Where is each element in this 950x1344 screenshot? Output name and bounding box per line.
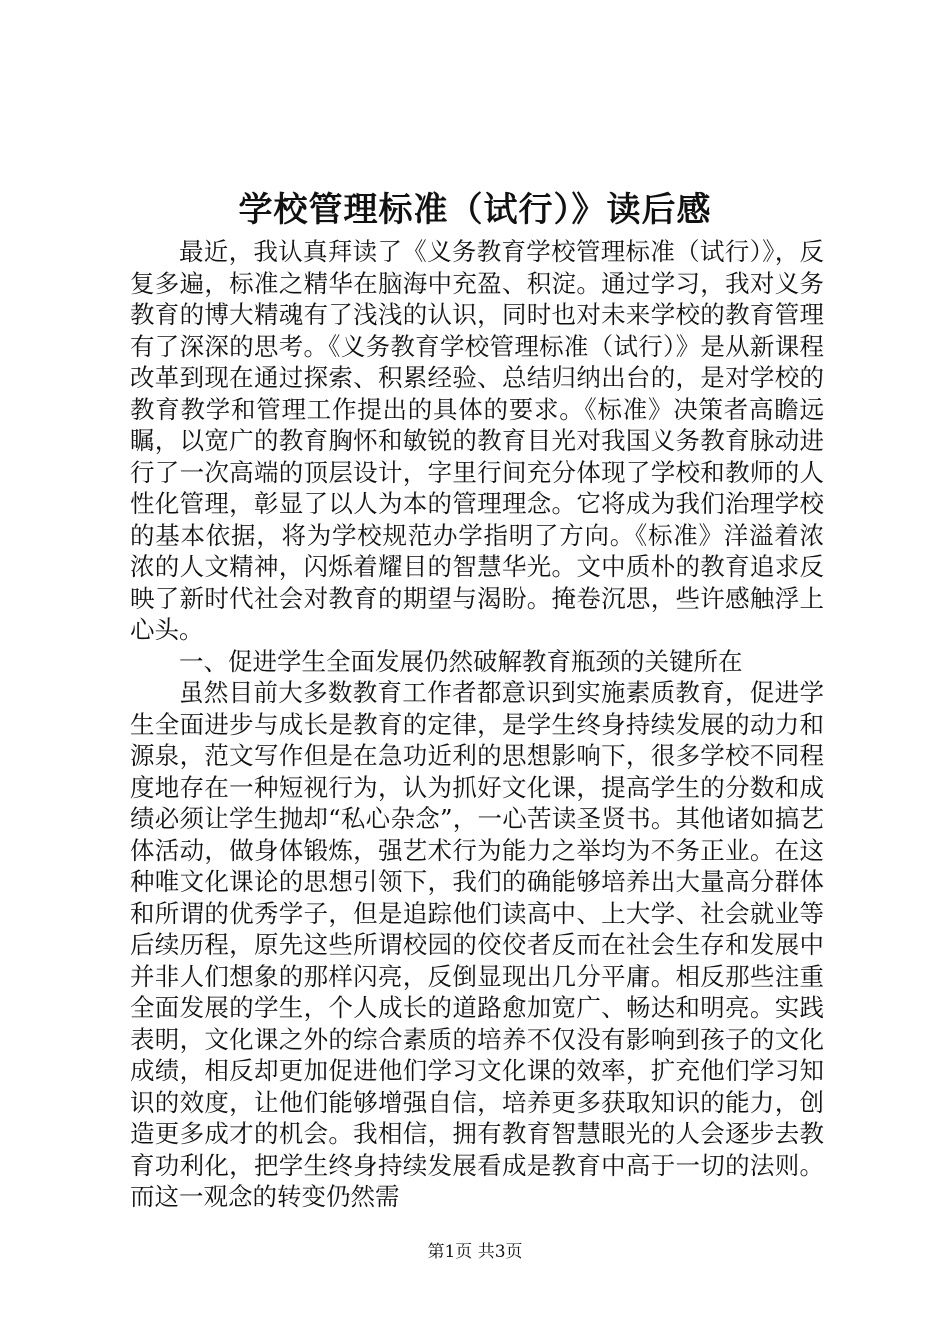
paragraph-intro: 最近，我认真拜读了《义务教育学校管理标准（试行）》，反复多遍，标准之精华在脑海中充盈、积淀。通过学习，我对义务教育的博大精魂有了浅浅的认识，同时也对未来学校的教育管理有了深深的思考。《义务教育学校管理标准（试行）》是从新课程改革到现在通过探索、积累经验、总结归纳出台的，是对学校的教育教学和管理工作提出的具体的要求。《标准》决策者高瞻远瞩，以宽广的教育胸怀和敏锐的教育目光对我国义务教育脉动进行了一次高端的顶层设计，字里行间充分体现了学校和教师的人性化管理，彰显了以人为本的管理理念。它将成为我们治理学校的基本依据，将为学校规范办学指明了方向。《标准》洋溢着浓浓的人文精神，闪烁着耀目的智慧华光。文中质朴的教育追求反映了新时代社会对教育的期望与渴盼。掩卷沉思，些许感触浮上心头。 [130, 237, 824, 644]
paragraph-section-1: 虽然目前大多数教育工作者都意识到实施素质教育，促进学生全面进步与成长是教育的定律，是学生终身持续发展的动力和源泉，范文写作但是在急功近利的思想影响下，很多学校不同程度地存在一种短视行为，认为抓好文化课，提高学生的分数和成绩必须让学生抛却“私心杂念”，一心苦读圣贤书。其他诸如搞艺体活动，做身体锻炼，强艺术行为能力之举均为不务正业。在这种唯文化课论的思想引领下，我们的确能够培养出大量高分群体和所谓的优秀学子，但是追踪他们读高中、上大学、社会就业等后续历程，原先这些所谓校园的佼佼者反而在社会生存和发展中并非人们想象的那样闪亮，反倒显现出几分平庸。相反那些注重全面发展的学生，个人成长的道路愈加宽广、畅达和明亮。实践表明，文化课之外的综合素质的培养不仅没有影响到孩子的文化成绩，相反却更加促进他们学习文化课的效率，扩充他们学习知识的效度，让他们能够增强自信，培养更多获取知识的能力，创造更多成才的机会。我相信，拥有教育智慧眼光的人会逐步去教育功利化，把学生终身持续发展看成是教育中高于一切的法则。而这一观念的转变仍然需 [130, 678, 824, 1211]
page-number-footer: 第1页 共3页 [427, 1242, 523, 1262]
document-body [130, 236, 824, 1213]
document-title: 学校管理标准（试行）》读后感 [238, 190, 712, 230]
section-heading-1: 一、促进学生全面发展仍然破解教育瓶颈的关键所在 [179, 646, 743, 676]
